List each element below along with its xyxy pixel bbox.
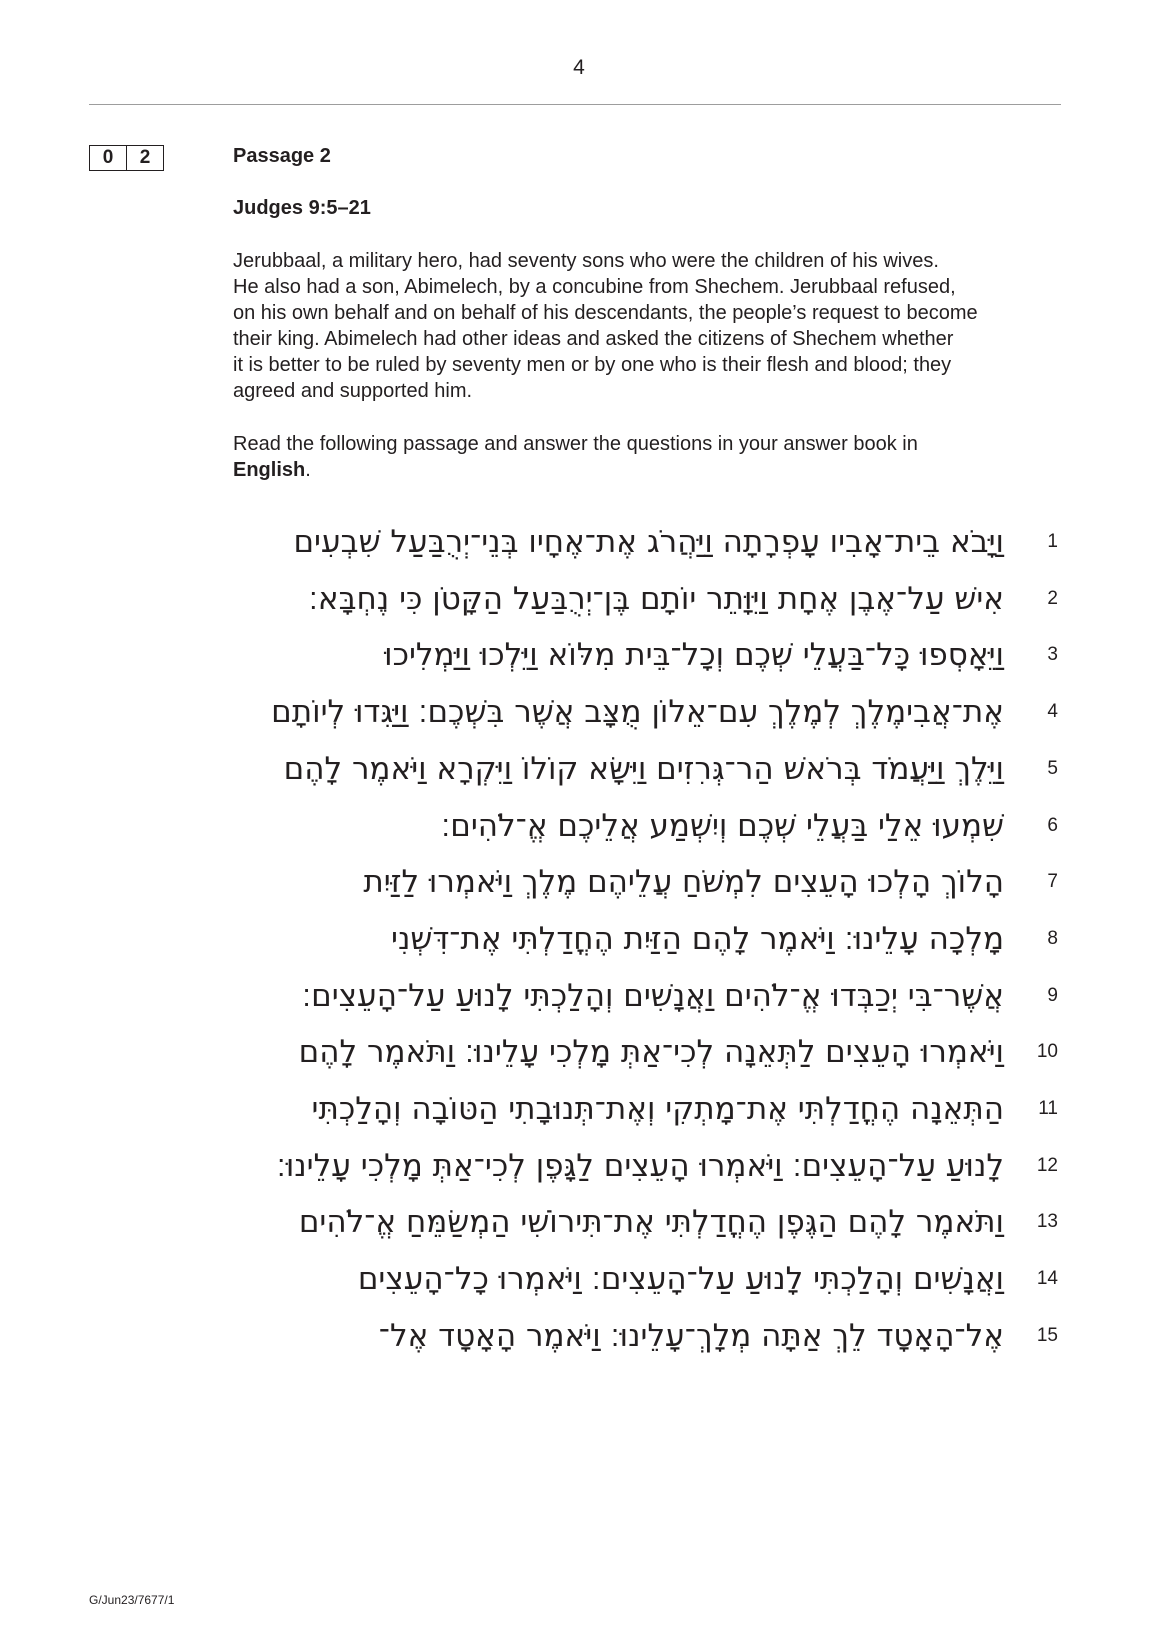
intro-paragraph [233, 248, 1073, 404]
verse-line [441, 796, 1058, 856]
verse-line [309, 569, 1058, 629]
line-number: 8 [1047, 927, 1058, 949]
hebrew-verse-text: הָלוֹךְ הָלְכוּ הָעֵצִים לִמְשֹׁחַ עֲלֵיהֶם מֶלֶךְ וַיֹּאמְרוּ לַזַּיִת [363, 864, 1004, 901]
hebrew-verse-text: שִׁמְעוּ אֵלַי בַּעֲלֵי שְׁכֶם וְיִשְׁמַע אֲלֵיכֶם אֱ־לֹהִים׃ [441, 807, 1004, 844]
verse-line [302, 966, 1058, 1026]
line-number: 11 [1038, 1098, 1058, 1119]
line-number: 4 [1047, 701, 1058, 723]
line-number: 13 [1036, 1211, 1058, 1233]
hebrew-verse-text: אֶת־אֲבִימֶלֶךְ לְמֶלֶךְ עִם־אֵלוֹן מֻצָּב אֲשֶׁר בִּשְׁכֶם׃ וַיַּגִּדוּ לְיוֹתָם [271, 694, 1004, 731]
line-number: 9 [1047, 984, 1058, 1006]
hebrew-verse-text: וַיֹּאמְרוּ הָעֵצִים לַתְּאֵנָה לְכִי־אַתְּ מָלְכִי עָלֵינוּ׃ וַתֹּאמֶר לָהֶם [298, 1034, 1004, 1071]
verse-line [284, 739, 1058, 799]
question-number-digit: 2 [127, 145, 164, 171]
line-number: 10 [1036, 1041, 1058, 1063]
verse-line [293, 512, 1058, 572]
hebrew-verse-text: אֲשֶׁר־בִּי יְכַבְּדוּ אֱ־לֹהִים וַאֲנָשִׁים וְהָלַכְתִּי לָנוּעַ עַל־הָעֵצִים׃ [301, 977, 1004, 1014]
line-number: 12 [1036, 1154, 1058, 1176]
line-number: 15 [1036, 1324, 1058, 1346]
header-divider [89, 104, 1061, 105]
verse-line [299, 1022, 1058, 1082]
hebrew-verse-text: הַתְּאֵנָה הֶחֳדַלְתִּי אֶת־מָתְקִי וְאֶת־תְּנוּבָתִי הַטּוֹבָה וְהָלַכְתִּי [311, 1091, 1004, 1127]
verse-line [312, 1079, 1058, 1139]
verse-line [277, 1136, 1058, 1196]
line-number: 7 [1047, 871, 1058, 893]
passage-heading: Passage 2 [233, 145, 331, 167]
intro-line: He also had a son, Abimelech, by a concubine from Shechem. Jerubbaal refused, [233, 276, 956, 298]
intro-line: agreed and supported him. [233, 380, 473, 402]
line-number: 6 [1047, 814, 1058, 836]
intro-line: Jerubbaal, a military hero, had seventy sons who were the children of his wives. [233, 250, 939, 272]
line-number: 3 [1047, 644, 1058, 666]
line-number: 1 [1047, 531, 1058, 552]
hebrew-verse-text: וַיֵּאָסְפוּ כָּל־בַּעֲלֵי שְׁכֶם וְכָל־בֵּית מִלּוֹא וַיֵּלְכוּ וַיַּמְלִיכוּ [384, 637, 1004, 674]
instruction-text: Read the following passage and answer the questions in your answer book in [233, 433, 918, 455]
verse-line [384, 625, 1058, 685]
instruction-end: . [305, 459, 311, 481]
hebrew-verse-text: אִישׁ עַל־אֶבֶן אֶחָת וַיִּוָּתֵר יוֹתָם בֶּן־יְרֻבַּעַל הַקָּטֹן כִּי נֶחְבָּא׃ [308, 580, 1004, 617]
verse-line [299, 1192, 1058, 1252]
question-number-digit: 0 [89, 145, 127, 171]
intro-line: their king. Abimelech had other ideas and asked the citizens of Shechem whether [233, 328, 954, 350]
intro-line: on his own behalf and on behalf of his descendants, the people’s request to become [233, 302, 978, 324]
intro-line: it is better to be ruled by seventy men or by one who is their flesh and blood; they [233, 354, 952, 376]
instruction-paragraph [233, 431, 1073, 483]
footer-code: G/Jun23/7677/1 [89, 1593, 175, 1607]
hebrew-verse-text: וַאֲנָשִׁים וְהָלַכְתִּי לָנוּעַ עַל־הָעֵצִים׃ וַיֹּאמְרוּ כָל־הָעֵצִים [357, 1261, 1004, 1298]
verse-line [271, 682, 1058, 742]
line-number: 2 [1047, 587, 1058, 609]
hebrew-verse-text: אֶל־הָאָטָד לֵךְ אַתָּה מְלָךְ־עָלֵינוּ׃ וַיֹּאמֶר הָאָטָד אֶל־ [378, 1317, 1004, 1354]
verse-line [379, 1306, 1058, 1366]
hebrew-verse-text: וַיֵּלֶךְ וַיַּעֲמֹד בְּרֹאשׁ הַר־גְּרִזִים וַיִּשָּׂא קוֹלוֹ וַיִּקְרָא וַיֹּאמֶר לָהֶם [283, 750, 1004, 787]
question-number-box [89, 145, 164, 171]
hebrew-verse-text: וַתֹּאמֶר לָהֶם הַגֶּפֶן הֶחֳדַלְתִּי אֶת־תִּירוֹשִׁי הַמְשַׂמֵּחַ אֱ־לֹהִים [298, 1204, 1004, 1241]
verse-line [391, 909, 1058, 969]
verse-line [358, 1249, 1058, 1309]
hebrew-verse-text: מָלְכָה עָלֵינוּ׃ וַיֹּאמֶר לָהֶם הַזַּיִת הֶחֳדַלְתִּי אֶת־דִּשְׁנִי [391, 920, 1004, 957]
hebrew-verse-text: לָנוּעַ עַל־הָעֵצִים׃ וַיֹּאמְרוּ הָעֵצִים לַגָּפֶן לְכִי־אַתְּ מָלְכִי עָלֵינוּ׃ [276, 1147, 1004, 1184]
line-number: 5 [1047, 757, 1058, 779]
hebrew-verse-text: וַיָּבֹא בֵית־אָבִיו עָפְרָתָה וַיַּהֲרֹג אֶת־אֶחָיו בְּנֵי־יְרֻבַּעַל שִׁבְעִים [293, 524, 1004, 560]
passage-reference: Judges 9:5–21 [233, 197, 371, 219]
verse-line [363, 852, 1058, 912]
line-number: 14 [1036, 1268, 1058, 1290]
instruction-language: English [233, 459, 306, 481]
page-number: 4 [573, 56, 585, 79]
